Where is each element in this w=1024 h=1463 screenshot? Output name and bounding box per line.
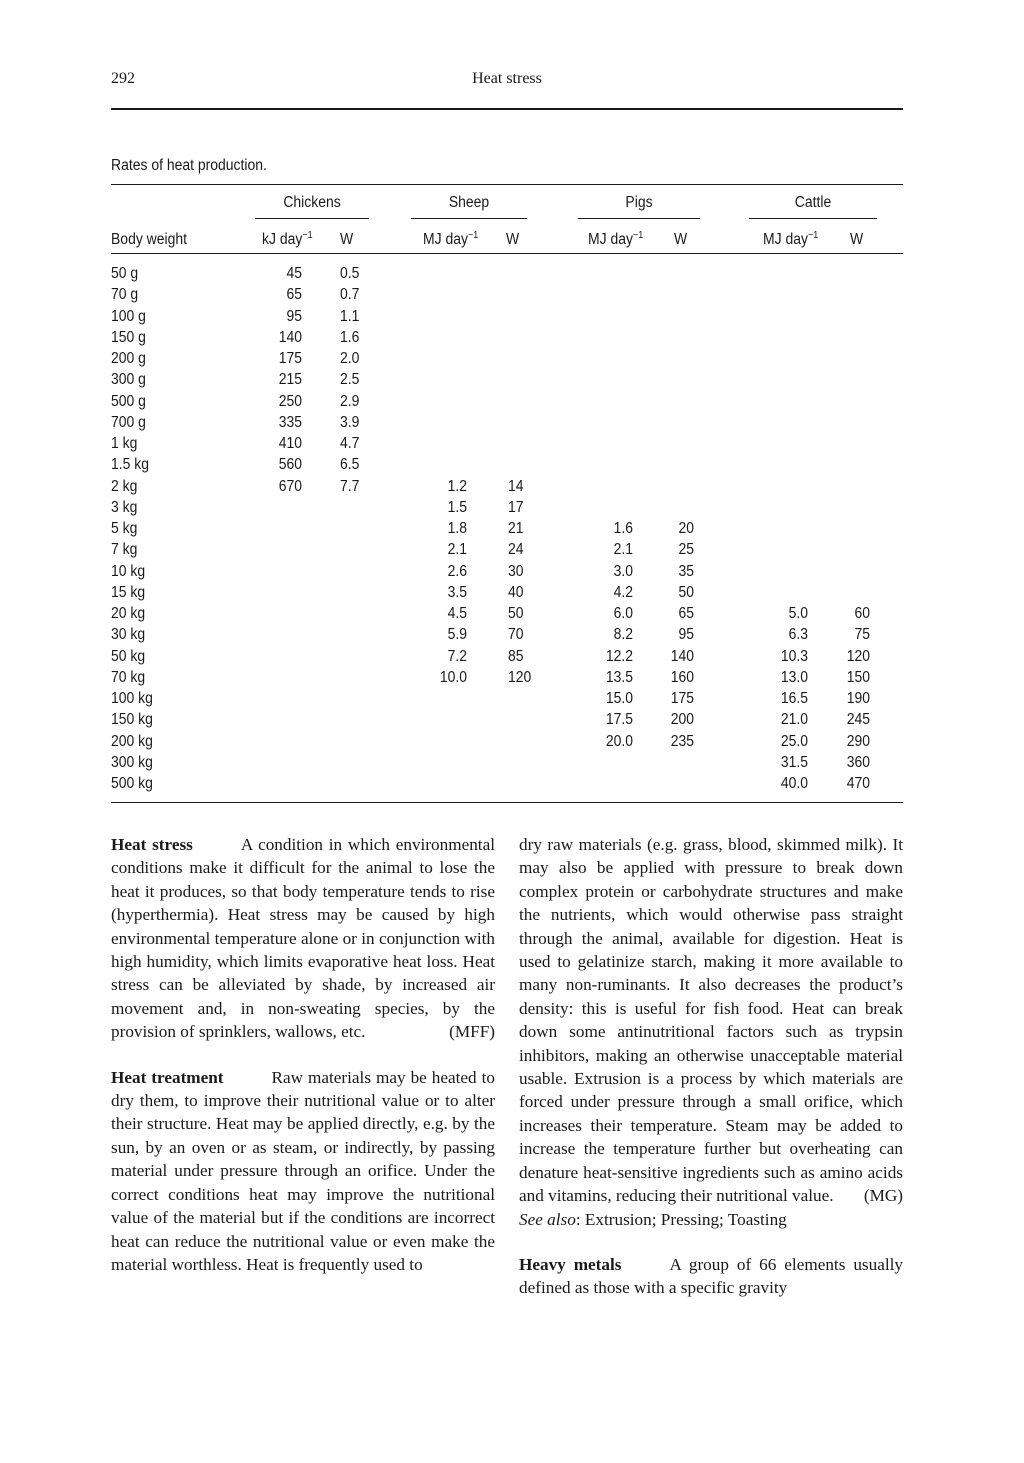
cell-row-weight: 150 g [111,328,146,346]
cell-pigs-watts: 65 [678,605,694,622]
see-also-line [519,1208,903,1231]
cell-sheep-energy: 7.2 [447,647,467,665]
table-header-rule [111,253,903,254]
cell-row-weight: 3 kg [111,498,138,516]
column-right [519,833,903,1300]
cell-cattle-energy: 25.0 [780,732,808,750]
entry-heavy-metals [519,1253,903,1300]
cell-row-weight: 200 g [111,350,146,367]
cell-chickens-watts: 4.7 [340,435,360,452]
cell-chickens-energy: 45 [286,265,302,282]
cell-sheep-energy: 2.6 [447,562,467,580]
cell-cattle-watts: 75 [854,626,870,644]
cell-chickens-watts: 7.7 [340,477,360,495]
cell-sheep-watts: 24 [508,541,524,559]
cell-cattle-energy: 10.3 [780,647,808,665]
cell-pigs-energy: 12.2 [605,647,633,665]
cell-row-weight: 200 kg [111,732,153,750]
cell-sheep-watts: 17 [508,498,524,516]
unit-sheep-energy: MJ day$^{-1}$ [423,230,479,248]
table-top-rule [111,184,903,185]
cell-pigs-watts: 95 [678,626,694,644]
cell-chickens-watts: 2.5 [340,371,360,389]
cell-pigs-energy: 4.2 [613,583,633,601]
cell-row-weight: 100 kg [111,690,153,707]
entry-body: Raw materials may be heated to dry them, to improve their nutritional value or to alter their structure. Heat may be applied directly, e.g. by the sun, by an oven or as steam, or indirectly, by passing material under pressure through an orifice. Under the correct conditions heat may improve the nutritional value of the material but if the conditions are incorrect heat can reduce the nutritional value or even make the material worthless. Heat is frequently used to [111,1067,496,1274]
cell-sheep-watts: 120 [508,668,532,686]
cell-pigs-watts: 200 [670,711,694,729]
cell-chickens-energy: 250 [278,392,302,410]
cell-row-weight: 15 kg [111,583,146,601]
cell-row-weight: 150 kg [111,711,153,729]
cell-cattle-energy: 40.0 [780,775,808,792]
unit-sheep-watts: W [506,231,520,248]
cell-sheep-energy: 2.1 [447,541,467,559]
column-left [111,833,495,1276]
header-rule [111,108,903,110]
cell-chickens-watts: 2.9 [340,392,360,410]
unit-chickens-energy: kJ day$^{-1}$ [262,230,313,248]
cell-pigs-watts: 175 [670,690,694,707]
unit-chickens-watts: W [340,231,354,248]
cell-chickens-energy: 65 [286,286,302,304]
cell-cattle-energy: 13.0 [780,668,808,686]
cell-cattle-watts: 60 [854,605,870,622]
cell-row-weight: 20 kg [111,605,146,622]
cell-pigs-watts: 20 [678,520,694,537]
cell-pigs-energy: 2.1 [613,541,633,559]
entry-body: dry raw materials (e.g. grass, blood, skimmed milk). It may also be applied with pressure to break down complex protein or carbohydrate structures and make the nutrients, which would otherwise pass straight through the animal, available for digestion. Heat is used to gelatinize starch, making it more available to many non-ruminants. It also decreases the product’s density: this is useful for fish food. Heat can break down some antinutritional factors such as trypsin inhibitors, making an otherwise unacceptable material usable. Extrusion is a process by which materials are forced under pressure through a small orifice, which increases their temperature. Steam may be added to increase the temperature further but overheating can denature heat-sensitive ingredients such as amino acids and vitamins, reducing their nutritional value. [519,835,903,1206]
cell-sheep-energy: 10.0 [439,668,467,686]
group-header-pigs: Pigs [625,194,653,211]
entry-heat-treatment-continued [519,833,903,1208]
entry-heat-stress [111,833,495,1044]
page-header [111,70,903,94]
cell-row-weight: 10 kg [111,562,146,580]
cell-row-weight: 500 g [111,392,146,410]
cell-pigs-watts: 160 [670,668,694,686]
cell-sheep-energy: 4.5 [447,605,467,622]
table-caption: Rates of heat production. [111,157,267,174]
table-bottom-rule [111,802,903,803]
cell-row-weight: 500 kg [111,775,153,792]
cell-sheep-watts: 21 [508,520,524,537]
cell-pigs-energy: 1.6 [613,520,633,537]
page-number: 292 [111,70,135,87]
cell-cattle-energy: 16.5 [780,690,808,707]
cell-chickens-watts: 1.1 [340,307,360,325]
group-rule-chickens [255,218,369,219]
cell-chickens-energy: 410 [278,435,302,452]
group-rule-pigs [578,218,700,219]
cell-row-weight: 7 kg [111,541,138,559]
cell-pigs-watts: 35 [678,562,694,580]
cell-cattle-watts: 120 [846,647,870,665]
cell-row-weight: 300 kg [111,753,153,771]
cell-chickens-watts: 3.9 [340,413,360,431]
cell-sheep-watts: 14 [508,477,524,495]
cell-sheep-energy: 3.5 [447,583,467,601]
cell-row-weight: 1 kg [111,435,138,452]
cell-chickens-energy: 140 [278,328,302,346]
cell-cattle-watts: 245 [846,711,870,729]
cell-cattle-energy: 5.0 [788,605,808,622]
cell-pigs-watts: 50 [678,583,694,601]
cell-sheep-energy: 1.5 [447,498,467,516]
cell-sheep-watts: 40 [508,583,524,601]
cell-pigs-energy: 17.5 [605,711,633,729]
entry-term: Heat treatment [111,1067,224,1087]
group-rule-cattle [749,218,877,219]
see-also-text: : Extrusion; Pressing; Toasting [575,1209,787,1229]
unit-cattle-energy: MJ day$^{-1}$ [763,230,819,248]
cell-pigs-energy: 6.0 [613,605,633,622]
cell-pigs-energy: 20.0 [605,732,633,750]
cell-pigs-energy: 13.5 [605,668,633,686]
cell-pigs-watts: 140 [670,647,694,665]
cell-row-weight: 2 kg [111,477,138,495]
cell-pigs-watts: 25 [678,541,694,559]
cell-sheep-energy: 1.8 [447,520,467,537]
entry-body: A group of 66 elements usually defined as those with a specific gravity [519,1254,903,1298]
cell-sheep-watts: 85 [508,647,524,665]
cell-chickens-energy: 215 [278,371,302,389]
cell-row-weight: 70 g [111,286,139,304]
cell-row-weight: 50 kg [111,647,146,665]
cell-cattle-energy: 6.3 [788,626,808,644]
cell-sheep-energy: 5.9 [447,626,467,644]
group-rule-sheep [411,218,527,219]
cell-chickens-watts: 0.7 [340,286,360,304]
cell-row-weight: 100 g [111,307,146,325]
cell-cattle-energy: 21.0 [780,711,808,729]
entry-body: A condition in which environmental conditions make it difficult for the animal to lose the heat it produces, so that body temperature tends to rise (hyperthermia). Heat stress may be caused by high environmental temperature alone or in conjunction with high humidity, which limits evaporative heat loss. Heat stress can be alleviated by shade, by increased air movement and, in non-sweating species, by the provision of sprinklers, wallows, etc. [111,835,495,1042]
cell-cattle-watts: 470 [846,775,870,792]
group-header-chickens: Chickens [283,194,341,211]
entry-reference: (MG) [863,1186,903,1206]
cell-chickens-energy: 560 [278,456,302,474]
unit-cattle-watts: W [850,231,864,248]
cell-cattle-watts: 360 [846,753,870,771]
cell-pigs-watts: 235 [670,732,694,750]
cell-cattle-watts: 190 [846,690,870,707]
cell-chickens-watts: 6.5 [340,456,360,474]
entry-reference: (MFF) [449,1022,495,1042]
cell-cattle-watts: 290 [846,732,870,750]
cell-pigs-energy: 8.2 [613,626,633,644]
running-title: Heat stress [472,70,542,87]
entry-term: Heat stress [111,835,193,854]
cell-chickens-energy: 670 [278,477,302,495]
cell-row-weight: 50 g [111,265,139,282]
entry-term: Heavy metals [519,1254,622,1274]
cell-chickens-energy: 175 [278,350,302,367]
cell-cattle-watts: 150 [846,668,870,686]
cell-pigs-energy: 15.0 [605,690,633,707]
cell-row-weight: 5 kg [111,520,138,537]
row-header-label: Body weight [111,231,188,248]
cell-row-weight: 700 g [111,413,146,431]
cell-chickens-energy: 335 [278,413,302,431]
cell-chickens-watts: 0.5 [340,265,360,282]
cell-row-weight: 1.5 kg [111,456,150,474]
cell-sheep-watts: 50 [508,605,524,622]
group-header-sheep: Sheep [448,194,490,211]
cell-sheep-energy: 1.2 [447,477,467,495]
entry-heat-treatment [111,1066,495,1277]
cell-chickens-energy: 95 [286,307,302,325]
group-header-cattle: Cattle [794,194,832,211]
cell-row-weight: 300 g [111,371,146,389]
see-also-label: See also [519,1209,576,1229]
cell-chickens-watts: 1.6 [340,328,360,346]
unit-pigs-energy: MJ day$^{-1}$ [588,230,644,248]
cell-cattle-energy: 31.5 [780,753,808,771]
cell-row-weight: 30 kg [111,626,146,644]
cell-chickens-watts: 2.0 [340,350,360,367]
cell-sheep-watts: 70 [508,626,524,644]
cell-sheep-watts: 30 [508,562,524,580]
cell-row-weight: 70 kg [111,668,146,686]
unit-pigs-watts: W [674,231,688,248]
cell-pigs-energy: 3.0 [613,562,633,580]
